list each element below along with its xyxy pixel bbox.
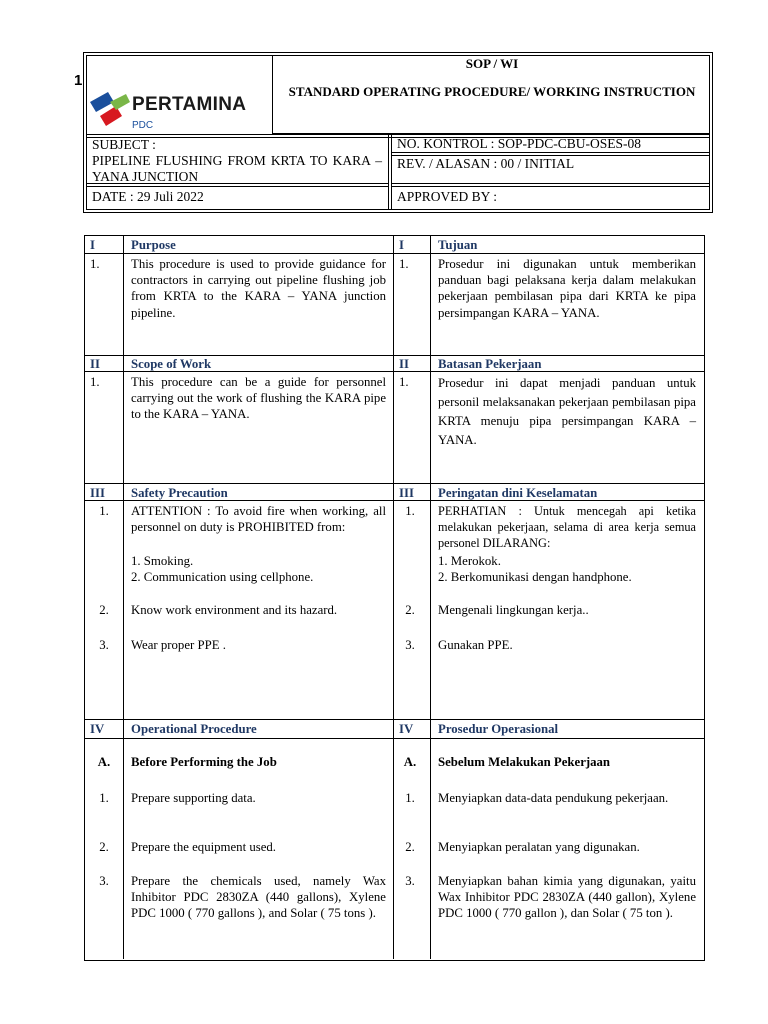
scope-item-id: Prosedur ini dapat menjadi panduan untuk personil melaksanakan pekerjaan pembilasan pipa KRTA menuju pipa persimpangan KARA – YANA. — [438, 376, 696, 447]
doc-type: SOP / WI — [465, 56, 519, 71]
operational-sub-id: Sebelum Melakukan Pekerjaan — [438, 755, 611, 769]
operational-roman-id: IV — [399, 722, 414, 736]
operational-item1-num-id: 1. — [405, 791, 415, 805]
operational-sub-letter-en: A. — [97, 755, 111, 769]
safety-item3-en: Wear proper PPE . — [131, 638, 226, 652]
safety-item3-num-en: 3. — [99, 638, 109, 652]
safety-title-en: Safety Precaution — [131, 486, 228, 500]
control-number: NO. KONTROL : SOP-PDC-CBU-OSES-08 — [397, 136, 642, 151]
purpose-item-en: This procedure is used to provide guidance for contractors in carrying out pipeline flushing job from KRTA to the KARA – YANA junction pipeline. — [131, 257, 386, 320]
safety-item1-num-id: 1. — [405, 504, 415, 518]
operational-item3-num-en: 3. — [99, 874, 109, 888]
operational-item2-num-id: 2. — [405, 840, 415, 854]
operational-sub-en: Before Performing the Job — [131, 755, 277, 769]
scope-item-en: This procedure can be a guide for personnel carrying out the work of flushing the KARA pipe to the KARA – YANA. — [131, 375, 386, 422]
safety-item1-en-a: 1. Smoking. — [131, 554, 194, 568]
logo-name: PERTAMINA — [132, 94, 247, 115]
scope-item-num-en: 1. — [90, 375, 100, 389]
operational-title-en: Operational Procedure — [131, 722, 257, 736]
operational-title-id: Prosedur Operasional — [438, 722, 559, 736]
operational-sub-letter-id: A. — [403, 755, 417, 769]
subject-label: SUBJECT : — [92, 137, 156, 152]
operational-item3-en: Prepare the chemicals used, namely Wax Inhibitor PDC 2830ZA (440 gallons), Xylene PDC 1000 ( 770 gallons ), and Solar ( 75 tons ). — [131, 874, 386, 921]
safety-item2-num-en: 2. — [99, 603, 109, 617]
pertamina-logo — [86, 86, 247, 132]
date: DATE : 29 Juli 2022 — [92, 189, 204, 204]
safety-item2-num-id: 2. — [405, 603, 415, 617]
safety-roman-en: III — [90, 486, 105, 500]
page-number: 1 — [74, 72, 83, 89]
purpose-roman-id: I — [399, 238, 404, 252]
scope-roman-id: II — [399, 357, 409, 371]
scope-item-num-id: 1. — [399, 375, 409, 389]
safety-item1-en-b: 2. Communication using cellphone. — [131, 570, 314, 584]
subject-value: PIPELINE FLUSHING FROM KRTA TO KARA – YANA JUNCTION — [92, 153, 382, 184]
purpose-roman-en: I — [90, 238, 95, 252]
safety-item1-num-en: 1. — [99, 504, 109, 518]
operational-item1-en: Prepare supporting data. — [131, 791, 256, 805]
operational-item1-num-en: 1. — [99, 791, 109, 805]
operational-item3-num-id: 3. — [405, 874, 415, 888]
revision: REV. / ALASAN : 00 / INITIAL — [397, 156, 575, 171]
scope-title-en: Scope of Work — [131, 357, 212, 371]
safety-title-id: Peringatan dini Keselamatan — [438, 486, 598, 500]
purpose-title-id: Tujuan — [438, 238, 478, 252]
operational-item2-num-en: 2. — [99, 840, 109, 854]
safety-roman-id: III — [399, 486, 414, 500]
pertamina-logo-icon — [86, 88, 130, 128]
safety-item1-id-b: 2. Berkomunikasi dengan handphone. — [438, 570, 632, 584]
safety-item2-en: Know work environment and its hazard. — [131, 603, 338, 617]
purpose-item-id: Prosedur ini digunakan untuk memberikan panduan bagi pelaksana kerja dalam melakukan pekerjaan pembilasan pipa dari KRTA ke pipa persimpangan KARA – YANA. — [438, 257, 696, 320]
safety-item3-id: Gunakan PPE. — [438, 638, 513, 652]
operational-item3-id: Menyiapkan bahan kimia yang digunakan, yaitu Wax Inhibitor PDC 2830ZA (440 gallon), Xylene PDC 1000 ( 770 gallon ), dan Solar ( 75 ton ). — [438, 874, 696, 921]
operational-roman-en: IV — [90, 722, 105, 736]
logo-sub: PDC — [132, 120, 154, 131]
approved-by: APPROVED BY : — [397, 189, 498, 204]
safety-item1-id: PERHATIAN : Untuk mencegah api ketika melakukan pekerjaan, selama di area kerja semua personel DILARANG: — [438, 504, 696, 551]
purpose-item-num-en: 1. — [90, 257, 100, 271]
safety-item1-en: ATTENTION : To avoid fire when working, all personnel on duty is PROHIBITED from: — [131, 504, 386, 535]
operational-item2-id: Menyiapkan peralatan yang digunakan. — [438, 840, 640, 854]
purpose-item-num-id: 1. — [399, 257, 409, 271]
scope-title-id: Batasan Pekerjaan — [438, 357, 542, 371]
purpose-title-en: Purpose — [131, 238, 176, 252]
operational-item1-id: Menyiapkan data-data pendukung pekerjaan. — [438, 791, 669, 805]
safety-item2-id: Mengenali lingkungan kerja.. — [438, 603, 589, 617]
safety-item1-id-a: 1. Merokok. — [438, 554, 501, 568]
scope-roman-en: II — [90, 357, 100, 371]
safety-item3-num-id: 3. — [405, 638, 415, 652]
doc-title: STANDARD OPERATING PROCEDURE/ WORKING INSTRUCTION — [288, 84, 696, 99]
operational-item2-en: Prepare the equipment used. — [131, 840, 276, 854]
